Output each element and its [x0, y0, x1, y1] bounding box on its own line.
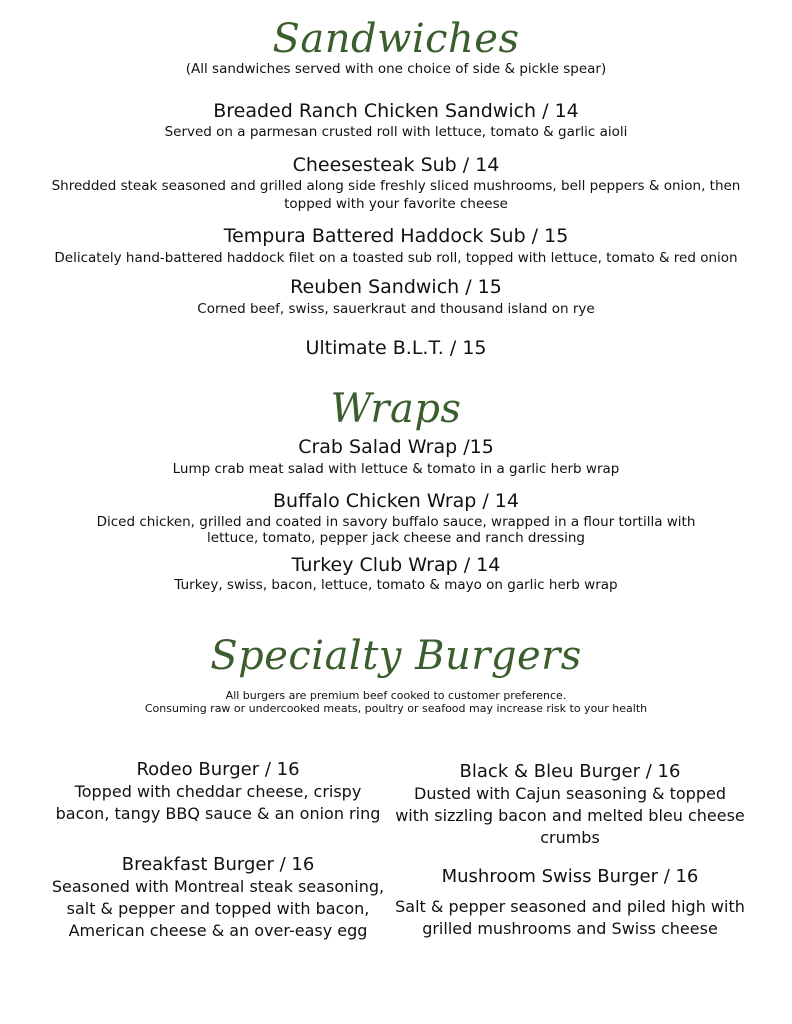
- burgers-heading: Specialty Burgers: [210, 633, 582, 679]
- menu-item-name: Tempura Battered Haddock Sub / 15: [223, 225, 569, 247]
- menu-item-name: Cheesesteak Sub / 14: [292, 154, 500, 176]
- burger-item: [395, 866, 745, 940]
- menu-item-desc: salt & pepper and topped with bacon,: [66, 899, 370, 918]
- menu-item-desc: Turkey, swiss, bacon, lettuce, tomato & mayo on garlic herb wrap: [174, 577, 618, 593]
- menu-item-name: Mushroom Swiss Burger / 16: [441, 866, 699, 887]
- menu-item-desc: Dusted with Cajun seasoning & topped: [414, 784, 726, 803]
- menu-item-desc: crumbs: [540, 828, 600, 847]
- menu-item-name: Rodeo Burger / 16: [136, 759, 300, 780]
- menu-item-desc: Shredded steak seasoned and grilled along side freshly sliced mushrooms, bell peppers & onion, then: [51, 178, 741, 194]
- menu-item-name: Turkey Club Wrap / 14: [291, 554, 501, 576]
- menu-item-desc: Corned beef, swiss, sauerkraut and thousand island on rye: [197, 301, 595, 317]
- sandwiches-note: (All sandwiches served with one choice of side & pickle spear): [185, 61, 607, 77]
- menu-item-desc: topped with your favorite cheese: [284, 196, 508, 212]
- menu-item-desc: Topped with cheddar cheese, crispy: [74, 782, 362, 801]
- menu-item-desc: bacon, tangy BBQ sauce & an onion ring: [55, 804, 381, 823]
- menu-item-desc: lettuce, tomato, pepper jack cheese and ranch dressing: [207, 530, 585, 546]
- burger-item: [50, 854, 386, 942]
- menu-item-name: Breaded Ranch Chicken Sandwich / 14: [213, 100, 579, 122]
- menu-item-desc: Seasoned with Montreal steak seasoning,: [51, 877, 385, 896]
- wraps-heading: Wraps: [330, 386, 462, 432]
- menu-item-desc: Salt & pepper seasoned and piled high with: [395, 897, 745, 916]
- menu-item-desc: Served on a parmesan crusted roll with lettuce, tomato & garlic aioli: [164, 124, 628, 140]
- menu-item-name: Buffalo Chicken Wrap / 14: [273, 490, 519, 512]
- menu-item-name: Breakfast Burger / 16: [121, 854, 315, 875]
- burgers-note: All burgers are premium beef cooked to customer preference.: [225, 689, 567, 702]
- menu-item-name: Ultimate B.L.T. / 15: [305, 337, 487, 359]
- menu-item-desc: with sizzling bacon and melted bleu cheese: [395, 806, 745, 825]
- menu-item-desc: Lump crab meat salad with lettuce & tomato in a garlic herb wrap: [172, 461, 620, 477]
- menu-item-name: Reuben Sandwich / 15: [290, 276, 502, 298]
- burger-item: [395, 761, 745, 849]
- menu-item-desc: grilled mushrooms and Swiss cheese: [422, 919, 718, 938]
- burgers-note: Consuming raw or undercooked meats, poultry or seafood may increase risk to your health: [144, 702, 648, 715]
- sandwiches-heading: Sandwiches: [272, 16, 520, 62]
- menu-item-name: Crab Salad Wrap /15: [298, 436, 494, 458]
- menu-item-desc: American cheese & an over-easy egg: [68, 921, 368, 940]
- menu-item-name: Black & Bleu Burger / 16: [459, 761, 681, 782]
- burger-item: [50, 759, 386, 825]
- menu-item-desc: Delicately hand-battered haddock filet on a toasted sub roll, topped with lettuce, tomato & red onion: [54, 250, 738, 266]
- menu-item-desc: Diced chicken, grilled and coated in savory buffalo sauce, wrapped in a flour tortilla with: [96, 514, 696, 530]
